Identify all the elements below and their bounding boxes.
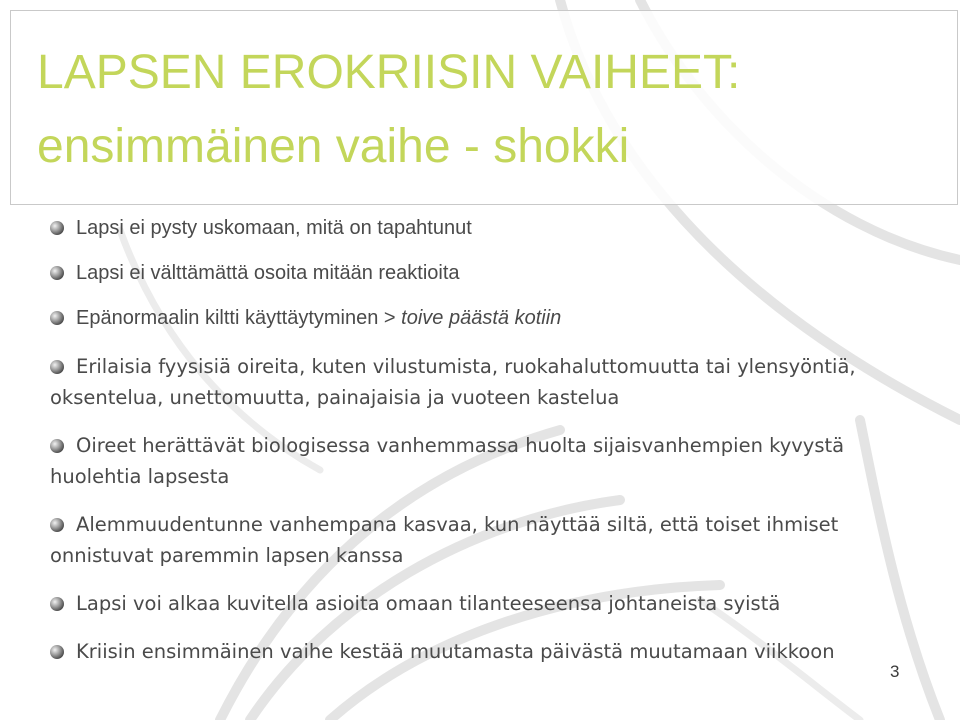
sphere-bullet-icon	[50, 221, 64, 235]
bullet-item	[50, 258, 910, 289]
bullet-item	[50, 213, 910, 244]
sphere-bullet-icon	[50, 439, 64, 453]
sphere-bullet-icon	[50, 266, 64, 280]
page-number: 3	[890, 662, 900, 681]
bullet-text: Epänormaalin kiltti käyttäytyminen >	[76, 307, 402, 329]
sphere-bullet-icon	[50, 645, 64, 659]
bullet-text: Alemmuudentunne vanhempana kasvaa, kun näyttää siltä, että toiset ihmiset onnistuvat paremmin lapsen kanssa	[50, 513, 839, 567]
sphere-bullet-icon	[50, 518, 64, 532]
bullet-text: Lapsi ei pysty uskomaan, mitä on tapahtunut	[76, 217, 472, 239]
sphere-bullet-icon	[50, 311, 64, 325]
slide-title: LAPSEN EROKRIISIN VAIHEET:	[37, 46, 741, 99]
bullet-text: Lapsi voi alkaa kuvitella asioita omaan tilanteeseensa johtaneista syistä	[76, 592, 781, 615]
bullet-item	[50, 430, 910, 492]
bullet-text: Lapsi ei välttämättä osoita mitään reaktioita	[76, 262, 460, 284]
sphere-bullet-icon	[50, 360, 64, 374]
bullet-text: Erilaisia fyysisiä oireita, kuten vilustumista, ruokahaluttomuutta tai ylensyöntiä, oksentelua, unettomuutta, painajaisia ja vuoteen kastelua	[50, 355, 856, 409]
slide-subtitle: ensimmäinen vaihe - shokki	[37, 120, 630, 173]
slide-title-box	[10, 10, 958, 205]
bullet-item	[50, 303, 910, 334]
bullet-emphasis: toive päästä kotiin	[401, 307, 562, 329]
bullet-item	[50, 636, 910, 667]
sphere-bullet-icon	[50, 597, 64, 611]
bullet-item	[50, 588, 910, 619]
bullet-item	[50, 351, 910, 413]
bullet-text: Kriisin ensimmäinen vaihe kestää muutamasta päivästä muutamaan viikkoon	[76, 640, 835, 663]
bullet-item	[50, 509, 910, 571]
bullet-text: Oireet herättävät biologisessa vanhemmassa huolta sijaisvanhempien kyvystä huolehtia lapsesta	[50, 434, 845, 488]
bullet-list	[50, 213, 910, 667]
